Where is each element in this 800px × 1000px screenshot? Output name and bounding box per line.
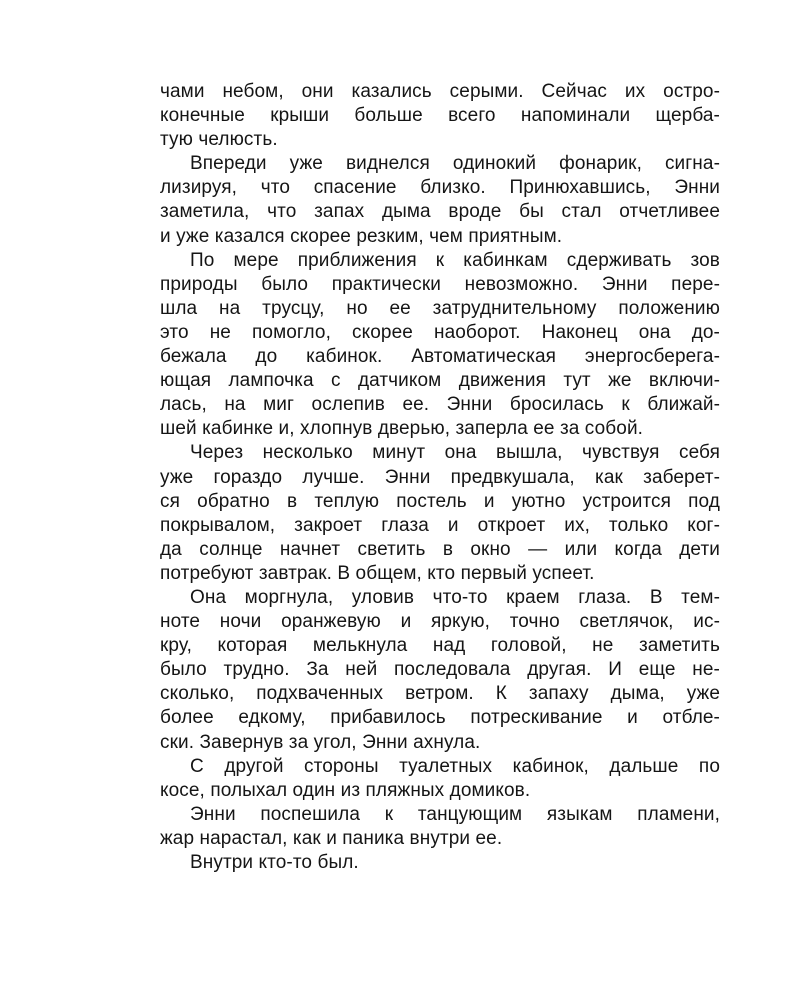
text-line: было трудно. За ней последовала другая. И еще не- [160,659,720,681]
paragraph-first-line: Через несколько минут она вышла, чувствуя себя [190,442,720,464]
text-line: это не помогло, скорее наоборот. Наконец она до- [160,321,720,343]
text-line: ющая лампочка с датчиком движения тут же включи- [160,370,720,392]
paragraph-first-line: С другой стороны туалетных кабинок, дальше по [190,755,720,777]
text-line: сколько, подхваченных ветром. К запаху дыма, уже [160,683,720,705]
paragraph-first-line: Она моргнула, уловив что-то краем глаза. В тем- [190,586,720,608]
text-line: покрывалом, закроет глаза и откроет их, только ког- [160,514,720,536]
text-line: лась, на миг ослепив ее. Энни бросилась к ближай- [160,394,720,416]
text-line: кру, которая мелькнула над головой, не заметить [160,635,720,657]
text-line: уже гораздо лучше. Энни предвкушала, как заберет- [160,466,720,488]
paragraph-first-line: Энни поспешила к танцующим языкам пламени, [190,803,720,825]
text-line: природы было практически невозможно. Энни пере- [160,273,720,295]
text-line: косе, полыхал один из пляжных домиков. [160,779,531,801]
text-line: да солнце начнет светить в окно — или когда дети [160,538,720,560]
text-line: заметила, что запах дыма вроде бы стал отчетливее [160,201,720,223]
text-line: жар нарастал, как и паника внутри ее. [160,827,503,849]
paragraph-first-line: По мере приближения к кабинкам сдерживать зов [190,249,720,271]
text-line: лизируя, что спасение близко. Принюхавшись, Энни [160,177,720,199]
text-line: чами небом, они казались серыми. Сейчас их остро- [160,81,720,102]
text-line: конечные крыши больше всего напоминали щерба- [160,105,720,127]
text-line: и уже казался скорее резким, чем приятным. [160,225,563,247]
text-line: потребуют завтрак. В общем, кто первый успеет. [160,562,595,584]
text-line: бежала до кабинок. Автоматическая энергосберега- [160,346,720,368]
body-text [160,80,720,875]
text-line: ски. Завернув за угол, Энни ахнула. [160,731,481,753]
paragraph-first-line: Внутри кто-то был. [190,852,359,873]
text-line: более едкому, прибавилось потрескивание и отбле- [160,707,720,729]
text-line: тую челюсть. [160,129,278,151]
text-line: ся обратно в теплую постель и уютно устроится под [160,490,720,512]
paragraph-first-line: Впереди уже виднелся одинокий фонарик, сигна- [190,153,720,175]
text-line: ноте ночи оранжевую и яркую, точно светлячок, ис- [160,611,720,633]
text-line: шла на трусцу, но ее затруднительному положению [160,297,720,319]
text-line: шей кабинке и, хлопнув дверью, заперла ее за собой. [160,418,644,440]
